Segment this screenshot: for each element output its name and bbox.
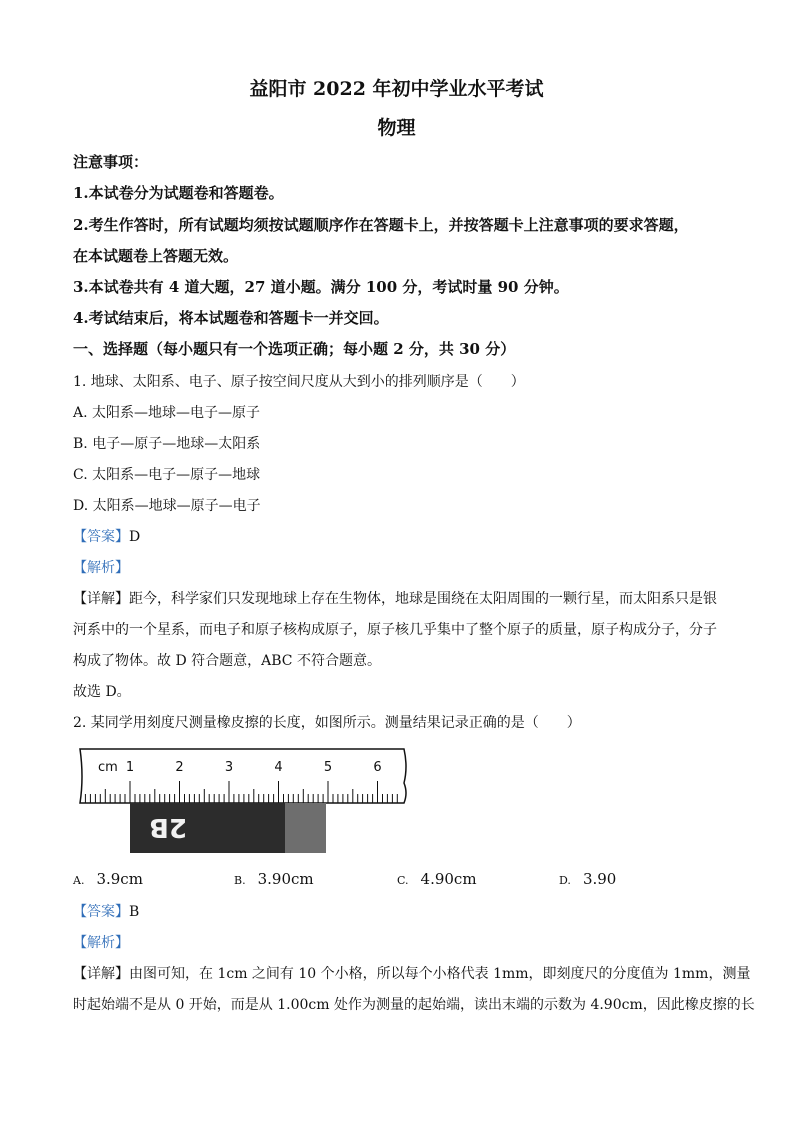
option-key: D. (559, 874, 571, 887)
note-item: 1.本试卷分为试题卷和答题卷。 (73, 184, 284, 202)
ruler-tick-label: 3 (224, 760, 234, 775)
detail-text: 距今，科学家们只发现地球上存在生物体，地球是围绕在太阳周围的一颗行星，而太阳系只是银 (129, 591, 717, 607)
question-1-option-b: B. 电子—原子—地球—太阳系 (73, 436, 261, 452)
ruler-tick-label: 6 (373, 760, 382, 775)
detail-text: 由图可知，在 1cm 之间有 10 个小格，所以每个小格代表 1mm，即刻度尺的分度值为 1mm，测量 (129, 966, 751, 982)
question-2-answer (73, 901, 139, 921)
detail-tag: 【详解】 (73, 966, 129, 982)
eraser-sleeve (285, 803, 326, 853)
subject-title: 物理 (377, 117, 416, 139)
section-heading: 一、选择题（每小题只有一个选项正确；每小题 2 分，共 30 分） (73, 340, 516, 358)
question-1-option-d: D. 太阳系—地球—原子—电子 (73, 498, 261, 514)
option-value: 3.9cm (96, 870, 143, 888)
option-key: B. (234, 874, 246, 887)
note-item: 在本试题卷上答题无效。 (73, 247, 239, 265)
option-key: A. (73, 874, 85, 887)
answer-tag: 【答案】 (73, 529, 129, 545)
option-key: C. (397, 874, 409, 887)
ruler-tick-label: 1 (125, 760, 135, 775)
question-1-option-a: A. 太阳系—地球—电子—原子 (73, 405, 261, 421)
question-1-detail-line: 河系中的一个星系，而电子和原子核构成原子，原子核几乎集中了整个原子的质量，原子构成分子，分子 (73, 622, 717, 638)
question-2-option-d (559, 870, 616, 888)
note-item: 3.本试卷共有 4 道大题，27 道小题。满分 100 分，考试时量 90 分钟。 (73, 278, 569, 296)
ruler-tick-label: 4 (274, 760, 283, 775)
ruler-tick-label: 5 (323, 760, 333, 775)
question-1-answer (73, 526, 140, 546)
note-item: 4.考试结束后，将本试题卷和答题卡一并交回。 (73, 309, 389, 327)
eraser-label: 2B (149, 812, 187, 842)
question-1-conclusion: 故选 D。 (73, 684, 131, 700)
option-value: 3.90 (582, 870, 617, 888)
question-1-detail-line (73, 588, 717, 608)
ruler-body (80, 749, 406, 803)
answer-value: D (129, 529, 141, 545)
question-2-stem: 2. 某同学用刻度尺测量橡皮擦的长度，如图所示。测量结果记录正确的是（ ） (73, 715, 581, 731)
option-value: 3.90cm (257, 870, 314, 888)
answer-value: B (129, 904, 140, 920)
question-1-option-c: C. 太阳系—电子—原子—地球 (73, 467, 261, 483)
ruler-tick-label: 2 (175, 760, 184, 775)
question-2-option-a (73, 870, 143, 888)
exam-title: 益阳市 2022 年初中学业水平考试 (249, 78, 544, 100)
notes-heading: 注意事项： (73, 153, 149, 171)
question-1-analysis-tag: 【解析】 (73, 560, 129, 576)
ruler-unit-label: cm (98, 760, 118, 775)
note-item: 2.考生作答时，所有试题均须按试题顺序作在答题卡上，并按答题卡上注意事项的要求答题， (73, 216, 689, 234)
question-2-detail-line: 时起始端不是从 0 开始，而是从 1.00cm 处作为测量的起始端，读出末端的示数为 4.90cm，因此橡皮擦的长 (73, 997, 755, 1013)
question-2-option-b (234, 870, 314, 888)
question-2-option-c (397, 870, 477, 888)
option-value: 4.90cm (420, 870, 477, 888)
question-1-stem: 1. 地球、太阳系、电子、原子按空间尺度从大到小的排列顺序是（ ） (73, 374, 525, 390)
question-2-detail-line (73, 963, 750, 983)
question-1-detail-line: 构成了物体。故 D 符合题意，ABC 不符合题意。 (73, 653, 381, 669)
answer-tag: 【答案】 (73, 904, 129, 920)
question-2-analysis-tag: 【解析】 (73, 935, 129, 951)
detail-tag: 【详解】 (73, 591, 129, 607)
ruler-eraser-figure (78, 743, 410, 855)
